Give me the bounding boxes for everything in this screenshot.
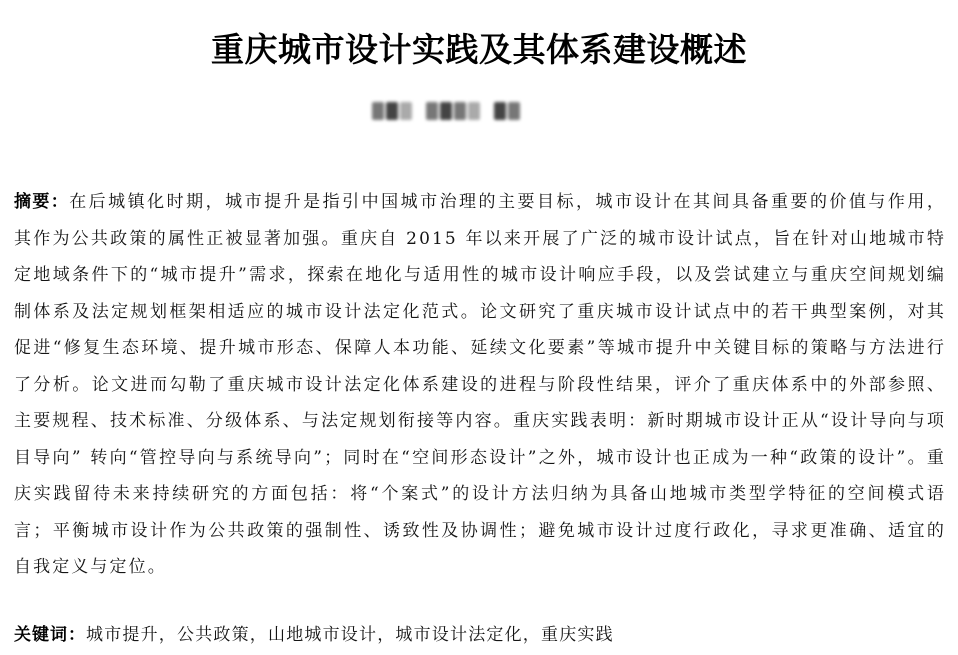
- author-2-redacted: [426, 102, 480, 120]
- abstract-text: 在后城镇化时期，城市提升是指引中国城市治理的主要目标，城市设计在其间具备重要的价值与作用，其作为公共政策的属性正被显著加强。重庆自 2015 年以来开展了广泛的城市设计试点，旨在针对山地城市特定地域条件下的“城市提升”需求，探索在地化与适用性的城市设计响应手段，以及尝试建立与重庆空间规划编制体系及法定规划框架相适应的城市设计法定化范式。论文研究了重庆城市设计试点中的若干典型案例，对其促进“修复生态环境、提升城市形态、保障人本功能、延续文化要素”等城市提升中关键目标的策略与方法进行了分析。论文进而勾勒了重庆城市设计法定化体系建设的进程与阶段性结果，评介了重庆体系中的外部参照、主要规程、技术标准、分级体系、与法定规划衔接等内容。重庆实践表明：新时期城市设计正从“设计导向与项目导向” 转向“管控导向与系统导向”；同时在“空间形态设计”之外，城市设计也正成为一种“政策的设计”。重庆实践留待未来持续研究的方面包括：将“个案式”的设计方法归纳为具备山地城市类型学特征的空间模式语言；平衡城市设计作为公共政策的强制性、诱致性及协调性；避免城市设计过度行政化，寻求更准确、适宜的自我定义与定位。: [14, 192, 947, 577]
- abstract-label: 摘要：: [14, 192, 70, 212]
- author-1-redacted: [372, 102, 412, 120]
- keywords-text: 城市提升，公共政策，山地城市设计，城市设计法定化，重庆实践: [86, 625, 614, 645]
- keywords-line: [14, 621, 614, 649]
- keywords-label: 关键词：: [14, 625, 86, 645]
- authors-redacted: [372, 98, 520, 124]
- paper-title: 重庆城市设计实践及其体系建设概述: [211, 30, 747, 70]
- abstract-paragraph: [14, 184, 946, 586]
- author-3-redacted: [494, 102, 520, 120]
